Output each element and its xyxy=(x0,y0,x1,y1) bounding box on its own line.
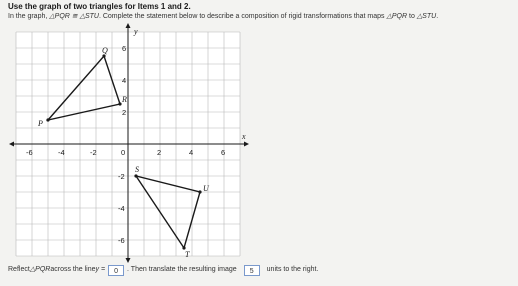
vertex-label-s: S xyxy=(135,165,139,174)
instruction-end: . xyxy=(436,13,439,20)
statement-units: units to the right. xyxy=(266,266,319,273)
vertex-p xyxy=(46,118,49,121)
instruction-pre: In the graph, xyxy=(8,13,50,20)
coordinate-graph xyxy=(10,27,250,259)
congruence-statement: △PQR ≅ △STU xyxy=(49,13,99,20)
instruction-to: to xyxy=(407,13,417,20)
instruction-mid: . Complete the statement below to describe a composition of rigid transformations that maps xyxy=(98,13,387,20)
x-axis-label: x xyxy=(242,132,246,141)
vertex-label-p: P xyxy=(38,119,43,128)
y-tick-label: -4 xyxy=(118,204,125,213)
x-tick-label: 2 xyxy=(157,148,162,157)
x-tick-label: -4 xyxy=(58,148,65,157)
translation-units-input[interactable]: 5 xyxy=(244,265,260,276)
x-tick-label: 0 xyxy=(121,148,126,157)
x-tick-label: 4 xyxy=(189,148,194,157)
statement-reflect: Reflect xyxy=(8,266,30,273)
x-tick-label: 6 xyxy=(221,148,226,157)
y-tick-label: 6 xyxy=(122,44,127,53)
y-axis-arrow xyxy=(126,23,131,28)
vertex-label-q: Q xyxy=(102,46,108,55)
y-tick-label: 2 xyxy=(122,108,127,117)
x-tick-label: -2 xyxy=(90,148,97,157)
y-tick-label: -2 xyxy=(118,172,125,181)
statement-triangle: △PQR xyxy=(29,266,51,273)
vertex-s xyxy=(134,174,137,177)
vertex-label-r: R xyxy=(122,95,127,104)
question-instruction xyxy=(8,12,514,22)
statement-line-var: y = xyxy=(95,266,106,273)
question-title: Use the graph of two triangles for Items 1 and 2. xyxy=(8,2,191,11)
y-axis-label: y xyxy=(134,27,138,36)
vertex-label-u: U xyxy=(203,184,209,193)
x-tick-label: -6 xyxy=(26,148,33,157)
from-triangle: △PQR xyxy=(386,13,408,20)
reflection-line-input[interactable]: 0 xyxy=(108,265,124,276)
coordinate-plane xyxy=(10,27,250,259)
to-triangle: △STU xyxy=(416,13,437,20)
vertex-label-t: T xyxy=(185,250,190,259)
question-header xyxy=(8,2,514,22)
x-axis-arrow xyxy=(244,142,249,147)
y-tick-label: 4 xyxy=(122,76,127,85)
x-axis-arrow-left xyxy=(9,142,14,147)
statement-translate: . Then translate the resulting image xyxy=(127,266,237,273)
y-tick-label: -6 xyxy=(118,236,125,245)
statement-across: across the line xyxy=(50,266,96,273)
answer-statement xyxy=(8,263,318,277)
vertex-u xyxy=(198,190,201,193)
